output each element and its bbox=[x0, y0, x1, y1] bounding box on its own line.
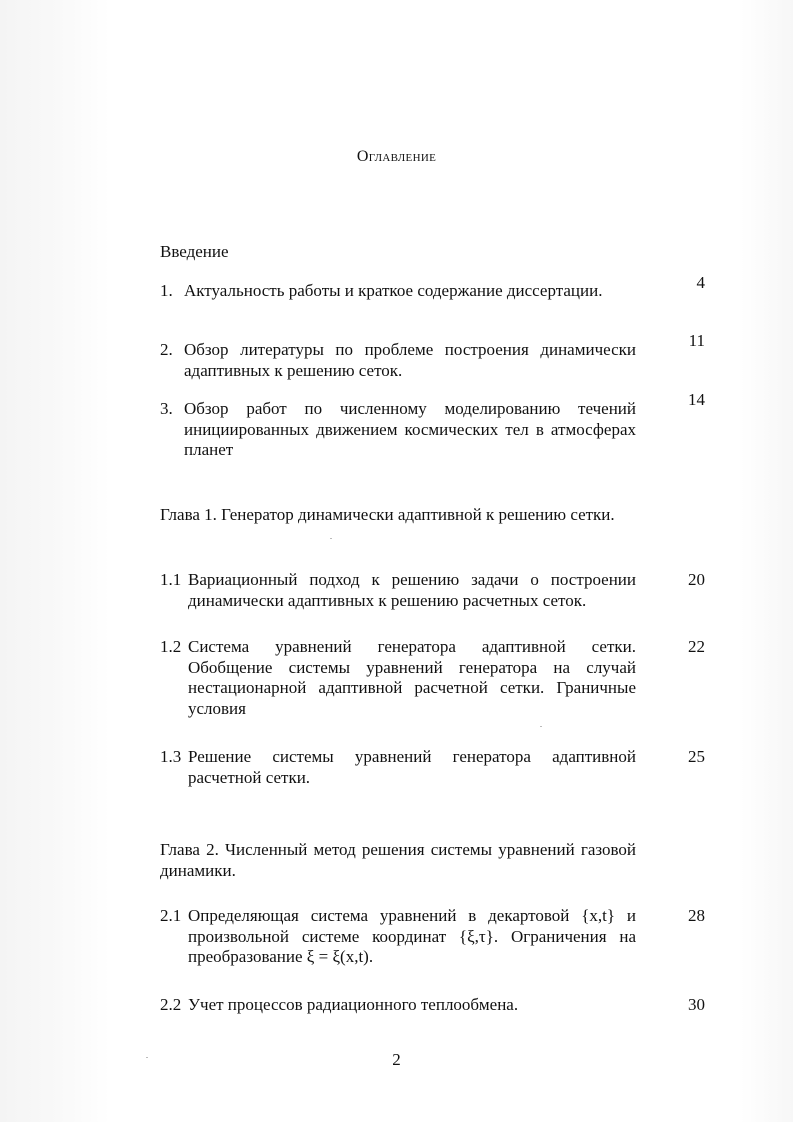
toc-entry bbox=[160, 637, 636, 719]
toc-entry-text: Обзор литературы по проблеме построения динамически адаптивных к решению сеток. bbox=[184, 340, 636, 380]
toc-entry-text: Учет процессов радиационного теплообмена. bbox=[188, 995, 519, 1014]
page-title: Оглавление bbox=[356, 148, 437, 165]
toc-entry-text: Система уравнений генератора адаптивной сетки. Обобщение системы уравнений генератора на случай нестационарной адаптивной расчетной сетки. Граничные условия bbox=[188, 637, 636, 718]
toc-entry-number: 2.2 bbox=[160, 995, 182, 1014]
toc-entry-page: 22 bbox=[688, 637, 705, 656]
toc-entry-page: 20 bbox=[688, 570, 705, 589]
toc-entry-number: 3. bbox=[160, 399, 173, 418]
toc-entry bbox=[160, 340, 636, 381]
chapter-2-heading: Глава 2. Численный метод решения системы уравнений газовой динамики. bbox=[160, 840, 636, 880]
toc-entry-number: 1.3 bbox=[160, 747, 182, 766]
toc-entry-page: 30 bbox=[688, 995, 705, 1014]
chapter-1-heading: Глава 1. Генератор динамически адаптивной к решению сетки. bbox=[160, 505, 615, 524]
toc-entry-number: 1. bbox=[160, 281, 173, 300]
scan-speck bbox=[540, 726, 542, 727]
toc-entry bbox=[160, 570, 636, 611]
toc-entry-number: 2. bbox=[160, 340, 173, 359]
toc-entry-page: 11 bbox=[688, 331, 705, 350]
toc-entry-page: 14 bbox=[688, 390, 705, 409]
toc-entry-text: Обзор работ по численному моделированию течений инициированных движением космических тел в атмосферах планет bbox=[184, 399, 636, 459]
toc-entry bbox=[160, 747, 636, 788]
toc-entry-number: 1.2 bbox=[160, 637, 182, 656]
scan-speck bbox=[330, 538, 332, 539]
scan-speck bbox=[146, 1057, 148, 1058]
page-number: 2 bbox=[392, 1050, 401, 1069]
toc-entry-text: Вариационный подход к решению задачи о построении динамически адаптивных к решению расчетных сеток. bbox=[188, 570, 636, 610]
toc-entry bbox=[160, 399, 636, 461]
toc-entry-page: 4 bbox=[696, 273, 705, 292]
toc-entry bbox=[160, 281, 636, 302]
toc-entry-text: Актуальность работы и краткое содержание диссертации. bbox=[184, 281, 603, 300]
toc-entry-number: 2.1 bbox=[160, 906, 182, 925]
toc-entry-text: Определяющая система уравнений в декартовой {x,t} и произвольной системе координат {ξ,τ}. Ограничения на преобразование ξ = ξ(x,t). bbox=[188, 906, 636, 966]
toc-entry bbox=[160, 906, 636, 968]
toc-entry-number: 1.1 bbox=[160, 570, 182, 589]
toc-entry-page: 25 bbox=[688, 747, 705, 766]
intro-heading: Введение bbox=[160, 242, 229, 261]
toc-entry-text: Решение системы уравнений генератора адаптивной расчетной сетки. bbox=[188, 747, 636, 787]
toc-entry-page: 28 bbox=[688, 906, 705, 925]
toc-entry bbox=[160, 995, 636, 1016]
